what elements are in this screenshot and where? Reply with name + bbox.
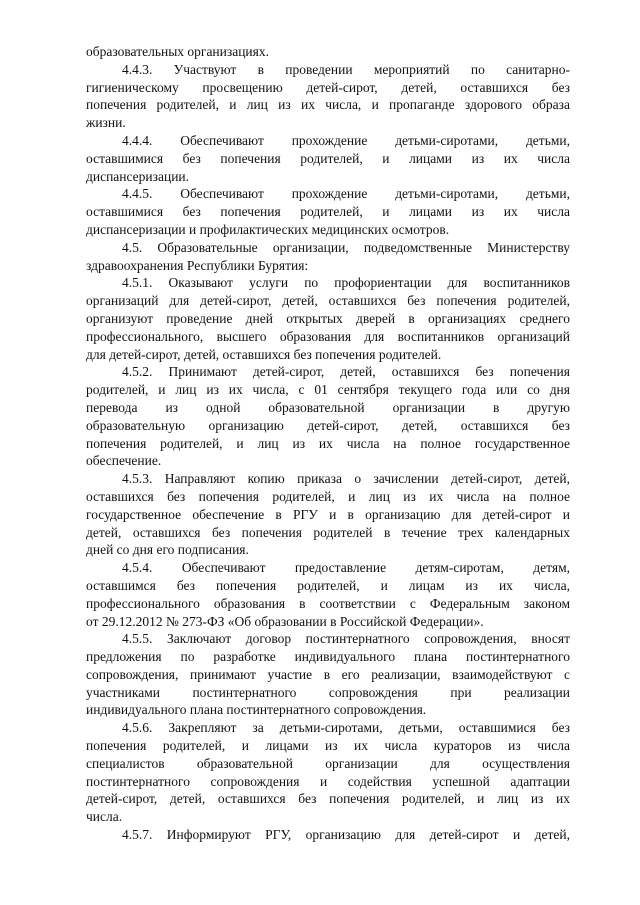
paragraph-continuation bbox=[86, 43, 570, 61]
text-line: профессионального образования в соответствии с Федеральным законом bbox=[86, 595, 570, 611]
text-line: 4.5.1. Оказывают услуги по профориентации для воспитанников bbox=[122, 275, 570, 291]
text-line: оставшимися без попечения родителей, и лицами из их числа bbox=[86, 204, 570, 220]
text-line: 4.5.2. Принимают детей-сирот, детей, оставшихся без попечения bbox=[122, 364, 570, 380]
text-line: 4.5.3. Направляют копию приказа о зачислении детей-сирот, детей, bbox=[122, 471, 570, 487]
text-line: сопровождения, принимают участие в его реализации, взаимодействуют с bbox=[86, 666, 570, 682]
text-line: индивидуального плана постинтернатного сопровождения. bbox=[86, 702, 427, 718]
text-line: родителей, и лиц из их числа, с 01 сентября текущего года или со дня bbox=[86, 382, 570, 398]
paragraph-4-5 bbox=[86, 239, 570, 275]
text-line: 4.5.7. Информируют РГУ, организацию для детей-сирот и детей, bbox=[122, 827, 570, 843]
text-line: постинтернатного сопровождения и содействия успешной адаптации bbox=[86, 773, 570, 789]
paragraph-4-4-4 bbox=[86, 132, 570, 185]
paragraph-4-5-2 bbox=[86, 363, 570, 470]
text-line: для детей-сирот, детей, оставшихся без попечения родителей. bbox=[86, 346, 442, 362]
text-line: здравоохранения Республики Бурятия: bbox=[86, 257, 309, 273]
text-line: профессионального, высшего образования для воспитанников организаций bbox=[86, 328, 570, 344]
text-line: попечения родителей, и лицами из их числа кураторов из числа bbox=[86, 738, 570, 754]
text-line: попечения родителей, и лиц из их числа, и пропаганде здорового образа bbox=[86, 97, 570, 113]
paragraph-4-4-3 bbox=[86, 61, 570, 132]
text-line: 4.5.5. Заключают договор постинтернатного сопровождения, вносят bbox=[122, 631, 570, 647]
text-line: жизни. bbox=[86, 115, 126, 131]
paragraph-4-5-6 bbox=[86, 719, 570, 826]
text-line: перевода из одной образовательной организации в другую bbox=[86, 399, 570, 415]
paragraph-4-5-5 bbox=[86, 630, 570, 719]
text-line: организуют проведение дней открытых дверей в организациях среднего bbox=[86, 310, 570, 326]
paragraph-4-4-5 bbox=[86, 185, 570, 238]
text-line: оставшимся без попечения родителей, и лицам из их числа, bbox=[86, 577, 570, 593]
text-line: государственное обеспечение в РГУ и в организацию для детей-сирот и bbox=[86, 506, 570, 522]
paragraph-4-5-1 bbox=[86, 274, 570, 363]
text-line: гигиеническому просвещению детей-сирот, детей, оставшихся без bbox=[86, 79, 570, 95]
text-line: 4.5.4. Обеспечивают предоставление детям-сиротам, детям, bbox=[122, 560, 570, 576]
text-line: обеспечение. bbox=[86, 453, 162, 469]
document-body bbox=[86, 43, 570, 844]
text-line: 4.4.3. Участвуют в проведении мероприятий по санитарно- bbox=[122, 61, 570, 77]
paragraph-4-5-3 bbox=[86, 470, 570, 559]
paragraph-4-5-4 bbox=[86, 559, 570, 630]
text-line: оставшихся без попечения родителей, и лиц из их числа на полное bbox=[86, 488, 570, 504]
text-line: организаций для детей-сирот, детей, оставшихся без попечения родителей, bbox=[86, 293, 570, 309]
text-line: 4.5. Образовательные организации, подведомственные Министерству bbox=[122, 239, 570, 255]
text-line: числа. bbox=[86, 809, 123, 825]
text-line: специалистов образовательной организации для осуществления bbox=[86, 755, 570, 771]
text-line: оставшимися без попечения родителей, и лицами из их числа bbox=[86, 150, 570, 166]
text-line: предложения по разработке индивидуального плана постинтернатного bbox=[86, 649, 570, 665]
text-line: образовательную организацию детей-сирот, детей, оставшихся без bbox=[86, 417, 570, 433]
text-line: участниками постинтернатного сопровождения при реализации bbox=[86, 684, 570, 700]
text-line: образовательных организациях. bbox=[86, 44, 269, 59]
text-line: диспансеризации. bbox=[86, 168, 190, 184]
paragraph-4-5-7 bbox=[86, 826, 570, 844]
text-line: от 29.12.2012 № 273-ФЗ «Об образовании в Российской Федерации». bbox=[86, 613, 484, 629]
text-line: 4.5.6. Закрепляют за детьми-сиротами, детьми, оставшимися без bbox=[122, 720, 570, 736]
text-line: детей, оставшихся без попечения родителей в течение трех календарных bbox=[86, 524, 570, 540]
text-line: 4.4.5. Обеспечивают прохождение детьми-сиротами, детьми, bbox=[122, 186, 570, 202]
text-line: диспансеризации и профилактических медицинских осмотров. bbox=[86, 221, 450, 237]
text-line: детей-сирот, детей, оставшихся без попечения родителей, и лиц из их bbox=[86, 791, 570, 807]
text-line: дней со дня его подписания. bbox=[86, 542, 249, 558]
text-line: попечения родителей, и лиц из их числа на полное государственное bbox=[86, 435, 570, 451]
text-line: 4.4.4. Обеспечивают прохождение детьми-сиротами, детьми, bbox=[122, 132, 570, 148]
